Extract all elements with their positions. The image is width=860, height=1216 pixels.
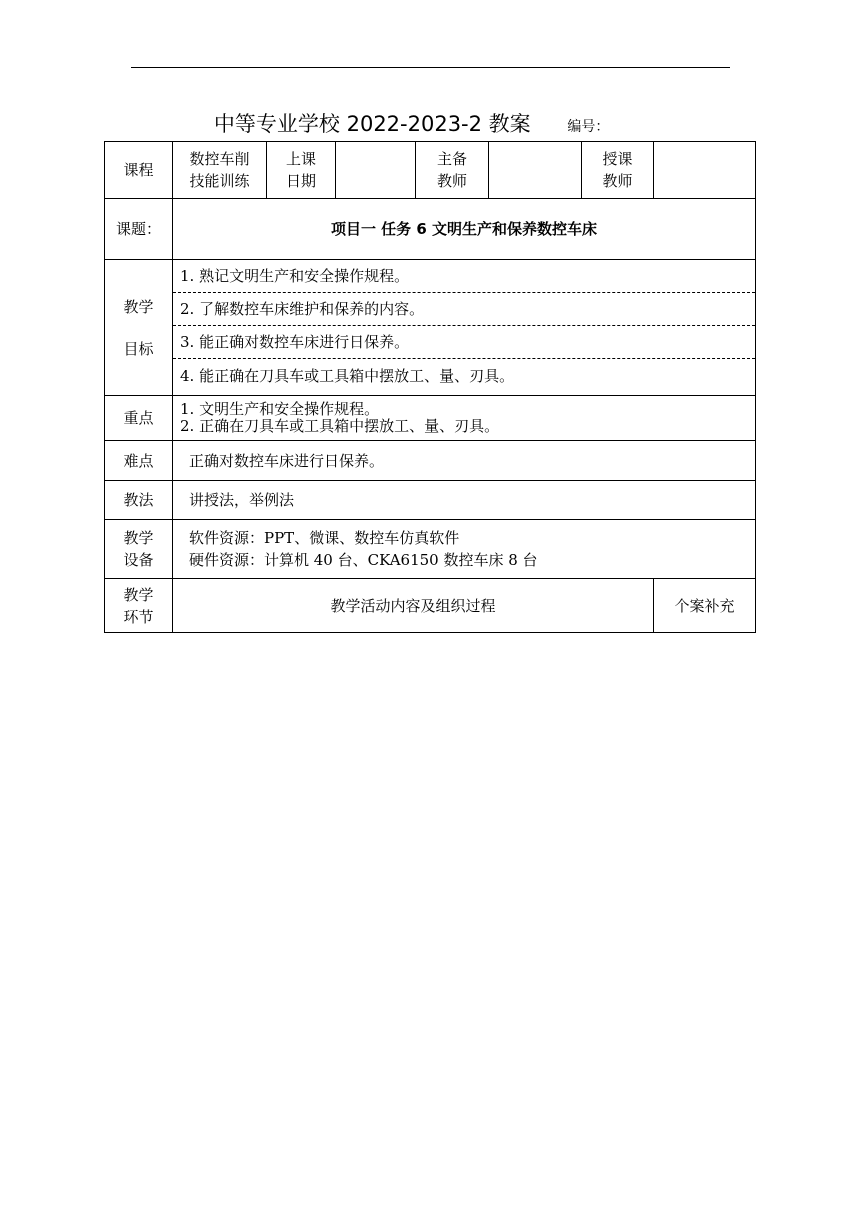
difficulty-label-cell <box>105 441 173 481</box>
date-label-line1: 上课 <box>285 150 316 168</box>
key-point-item: 2. 正确在刀具车或工具箱中摆放工、量、刃具。 <box>180 417 500 435</box>
course-value-line1: 数控车削 <box>189 150 250 168</box>
topic-value: 项目一 任务 6 文明生产和保养数控车床 <box>330 220 598 238</box>
topic-label-cell <box>105 199 173 260</box>
document-title <box>0 109 860 142</box>
teacher-label-line1: 授课 <box>602 150 633 168</box>
teacher-label-cell <box>582 142 654 199</box>
course-value-line2: 技能训练 <box>189 172 250 190</box>
process-content-header-cell <box>173 579 654 633</box>
teacher-label-line2: 教师 <box>602 172 633 190</box>
key-point-item: 1. 文明生产和安全操作规程。 <box>180 400 380 418</box>
topic-label: 课题： <box>115 220 161 238</box>
objectives-row <box>105 260 756 396</box>
lesson-plan-table <box>104 141 756 633</box>
date-label-line2: 日期 <box>285 172 316 190</box>
method-label-cell <box>105 481 173 520</box>
process-label-line1: 教学 <box>123 585 154 604</box>
key-points-row <box>105 396 756 441</box>
process-label-line2: 环节 <box>123 607 154 626</box>
lead-teacher-label-line1: 主备 <box>436 150 467 168</box>
equipment-label-line2: 设备 <box>123 551 154 569</box>
topic-value-cell <box>173 199 756 260</box>
objectives-label-line1: 教学 <box>123 297 154 316</box>
process-label-cell <box>105 579 173 633</box>
equipment-label-line1: 教学 <box>123 529 154 547</box>
lead-teacher-label-cell <box>416 142 489 199</box>
key-points-list <box>173 396 756 441</box>
process-supplement-header-cell <box>654 579 756 633</box>
equipment-value-cell <box>173 520 756 579</box>
objective-item: 4. 能正确在刀具车或工具箱中摆放工、量、刃具。 <box>180 367 515 385</box>
header-row <box>105 142 756 199</box>
lead-teacher-value-cell[interactable] <box>489 142 582 199</box>
method-label: 教法 <box>123 491 154 509</box>
course-label-cell <box>105 142 173 199</box>
objective-item: 3. 能正确对数控车床进行日保养。 <box>173 326 755 359</box>
teacher-value-cell[interactable] <box>654 142 756 199</box>
key-points-label-cell <box>105 396 173 441</box>
process-supplement-header: 个案补充 <box>674 596 735 615</box>
difficulty-label: 难点 <box>123 451 154 470</box>
objectives-label-line2: 目标 <box>123 339 154 358</box>
equipment-software: 软件资源：PPT、微课、数控车仿真软件 <box>189 529 460 547</box>
objective-item: 2. 了解数控车床维护和保养的内容。 <box>173 293 755 326</box>
date-value-cell[interactable] <box>336 142 416 199</box>
process-row <box>105 579 756 633</box>
equipment-hardware: 硬件资源：计算机 40 台、CKA6150 数控车床 8 台 <box>189 551 538 569</box>
process-content-header: 教学活动内容及组织过程 <box>330 596 496 615</box>
course-label: 课程 <box>123 161 154 179</box>
header-rule <box>131 67 730 68</box>
difficulty-value-cell <box>173 441 756 481</box>
topic-row <box>105 199 756 260</box>
objective-item: 1. 熟记文明生产和安全操作规程。 <box>173 260 755 293</box>
equipment-label-cell <box>105 520 173 579</box>
date-label-cell <box>267 142 336 199</box>
method-value-cell <box>173 481 756 520</box>
key-points-label: 重点 <box>123 409 154 427</box>
course-value-cell <box>173 142 267 199</box>
lead-teacher-label-line2: 教师 <box>436 172 467 190</box>
equipment-row <box>105 520 756 579</box>
title-main: 中等专业学校 2022-2023-2 教案 <box>213 112 531 136</box>
difficulty-value: 正确对数控车床进行日保养。 <box>189 451 385 470</box>
objectives-list <box>173 260 756 396</box>
difficulty-row <box>105 441 756 481</box>
serial-label: 编号： <box>567 119 610 135</box>
method-value: 讲授法，举例法 <box>189 491 295 509</box>
objectives-label-cell <box>105 260 173 396</box>
method-row <box>105 481 756 520</box>
